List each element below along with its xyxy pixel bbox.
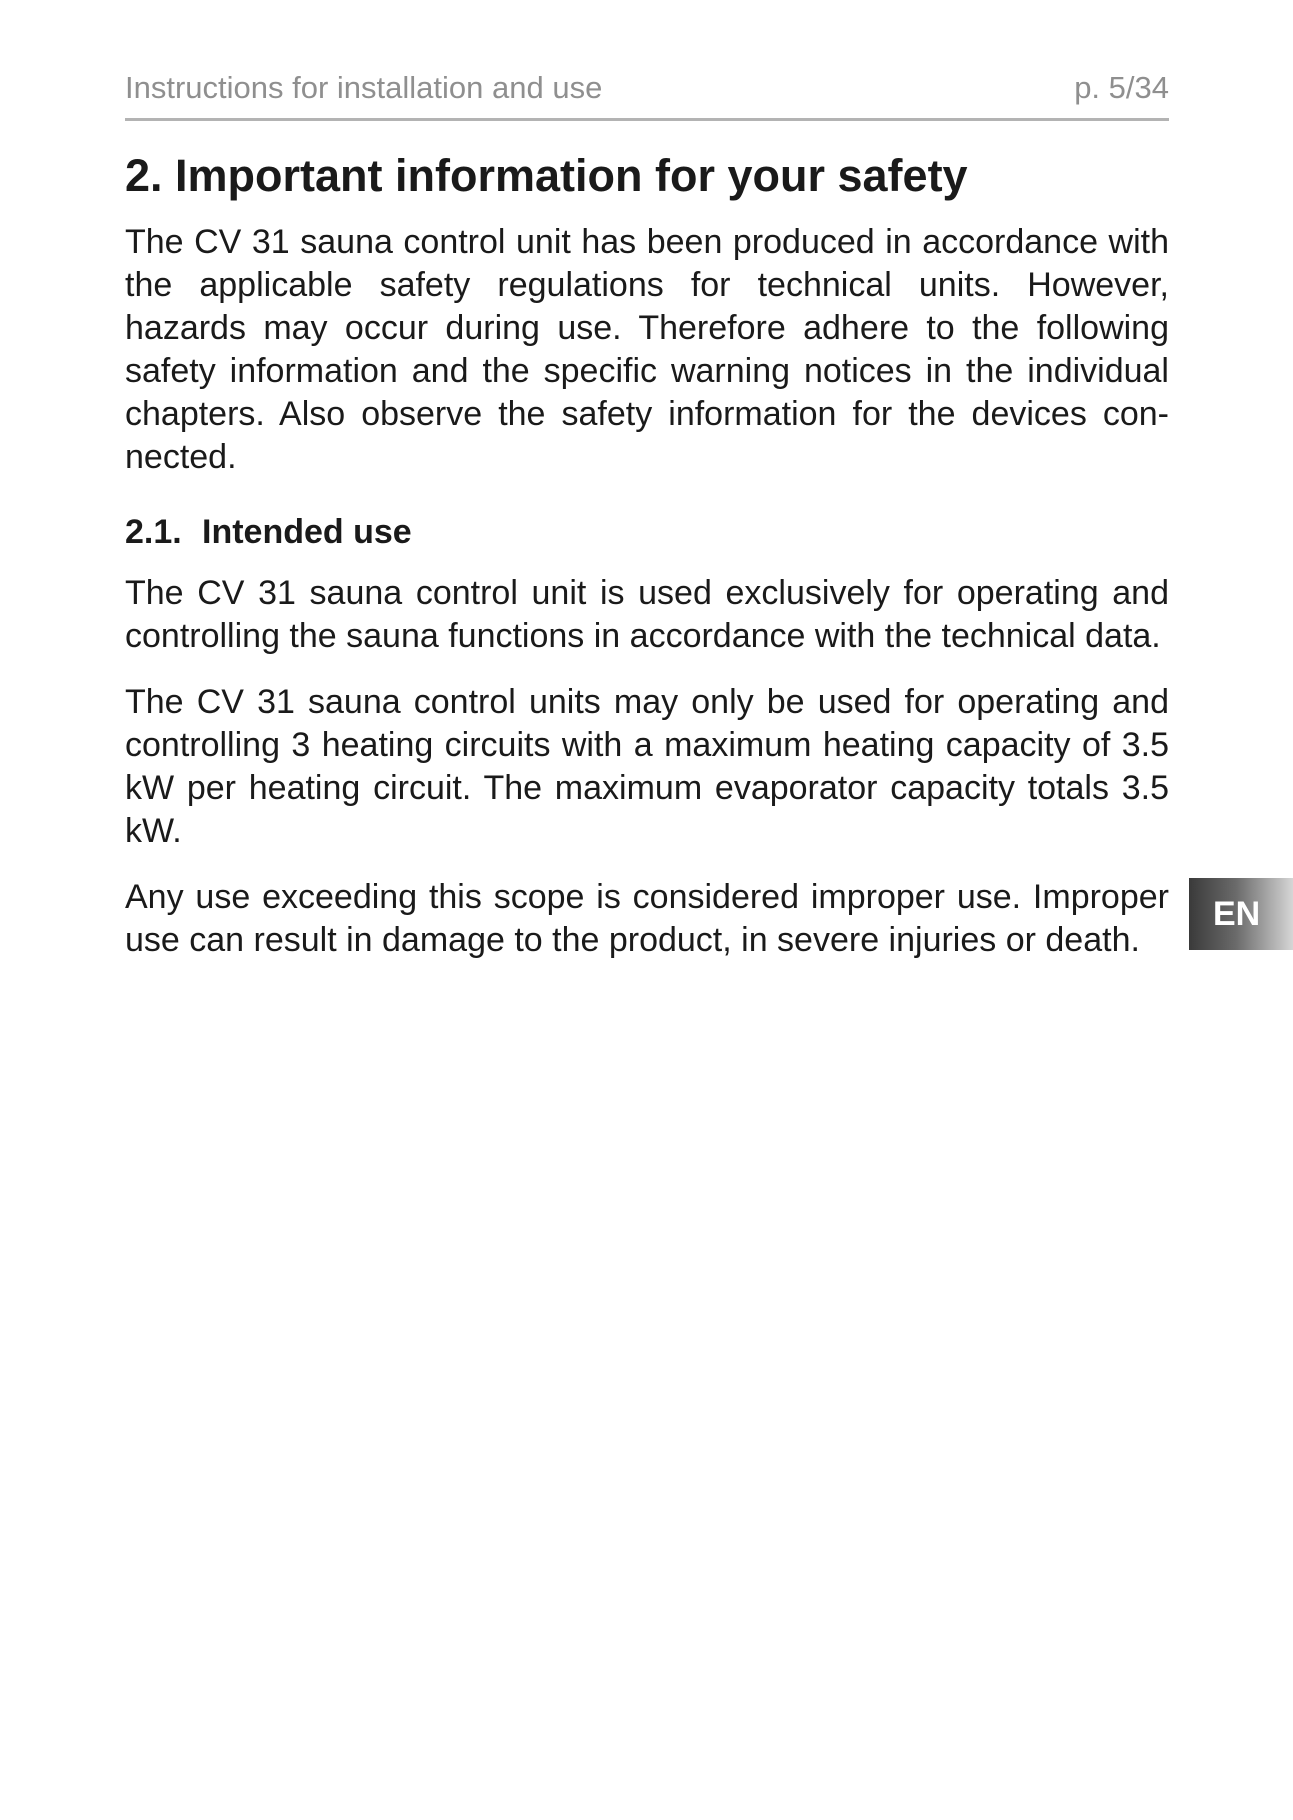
running-header [125,70,1169,121]
intro-paragraph: The CV 31 sauna control unit has been produced in accordance with the applicable safety regulations for technical units. However, hazards may occur during use. Therefore adhere to the following safety information and the specific warning notices in the individual chapters. Also observe the safety information for the devices con-nected. [125,223,1169,476]
subsection-number: 2.1. [125,513,182,551]
page-number: p. 5/34 [1074,70,1169,105]
subsection-title: Intended use [202,513,412,551]
improper-use-paragraph: Any use exceeding this scope is considered improper use. Improper use can result in damage to the product, in severe injuries or death. [125,878,1169,959]
subsection-heading [125,513,412,552]
document-title: Instructions for installation and use [125,70,603,105]
intended-use-paragraph: The CV 31 sauna control unit is used exclusively for operating and controlling the sauna functions in accordance with the technical data. [125,574,1169,655]
section-heading: 2. Important information for your safety [125,150,968,201]
language-tab: EN [1189,878,1293,950]
capacity-paragraph: The CV 31 sauna control units may only be used for operating and controlling 3 heating circuits with a maximum heating capacity of 3.5 kW per heating circuit. The maximum evaporator capacity totals 3.5 kW. [125,683,1169,850]
